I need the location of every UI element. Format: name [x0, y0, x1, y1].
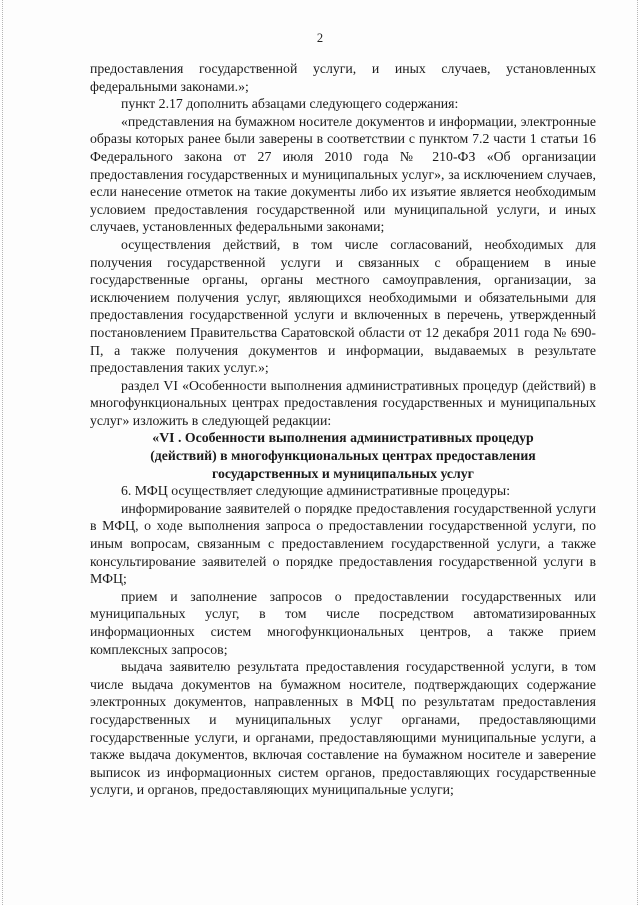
paragraph: прием и заполнение запросов о предоставлении государственных или муниципальных услуг, в том числе посредством автоматизированных информационных систем многофункциональных центров, а также прием комплексных запросов;: [90, 588, 596, 657]
page-number: 2: [316, 31, 324, 45]
paragraph: информирование заявителей о порядке предоставления государственной услуги в МФЦ, о ходе выполнения запроса о предоставлении государственной услуги, по иным вопросам, связанным с предоставлением государственной услуги, а также консультирование заявителей о порядке предоставления государственной услуги в МФЦ;: [90, 500, 596, 587]
paragraph: пункт 2.17 дополнить абзацами следующего содержания:: [121, 96, 459, 112]
paragraph: осуществления действий, в том числе согласований, необходимых для получения государственной услуги и связанных с обращением в иные государственные органы, органы местного самоуправления, организации, за исключением получения услуг, являющихся необходимыми и обязательными для предоставления государственной услуги и включенных в перечень, утвержденный постановлением Правительства Саратовской области от 12 декабря 2011 года № 690-П, а также получения документов и информации, выдаваемых в результате предоставления таких услуг.»;: [90, 236, 596, 376]
section-heading: «VI . Особенности выполнения административных процедур (действий) в многофункциональных центрах предоставления государственных и муниципальных услуг: [150, 430, 536, 481]
paragraph: раздел VI «Особенности выполнения административных процедур (действий) в многофункциональных центрах предоставления государственных и муниципальных услуг» изложить в следующей редакции:: [90, 377, 596, 428]
paragraph: «представления на бумажном носителе документов и информации, электронные образы которых ранее были заверены в соответствии с пунктом 7.2 части 1 статьи 16 Федерального закона от 27 июля 2010 года № 210-ФЗ «Об организации предоставления государственных и муниципальных услуг», за исключением случаев, если нанесение отметок на такие документы либо их изъятие является необходимым условием предоставления государственной или муниципальной услуги, и иных случаев, установленных федеральными законами;: [90, 113, 596, 235]
paragraph: 6. МФЦ осуществляет следующие административные процедуры:: [121, 483, 511, 499]
page-edge-left: [2, 0, 3, 905]
paragraph: выдача заявителю результата предоставления государственной услуги, в том числе выдача документов на бумажном носителе, подтверждающих содержание электронных документов, направленных в МФЦ по результатам предоставления государственных и муниципальных услуг органами, предоставляющими государственные услуги, и органами, предоставляющими муниципальные услуги, а также выдача документов, включая составление на бумажном носителе и заверение выписок из информационных систем органов, предоставляющих государственные услуги, и органов, предоставляющих муниципальные услуги;: [90, 659, 596, 798]
page-edge-right: [637, 0, 638, 905]
document-body: [90, 60, 596, 799]
paragraph: предоставления государственной услуги, и иных случаев, установленных федеральными законами.»;: [90, 61, 596, 94]
